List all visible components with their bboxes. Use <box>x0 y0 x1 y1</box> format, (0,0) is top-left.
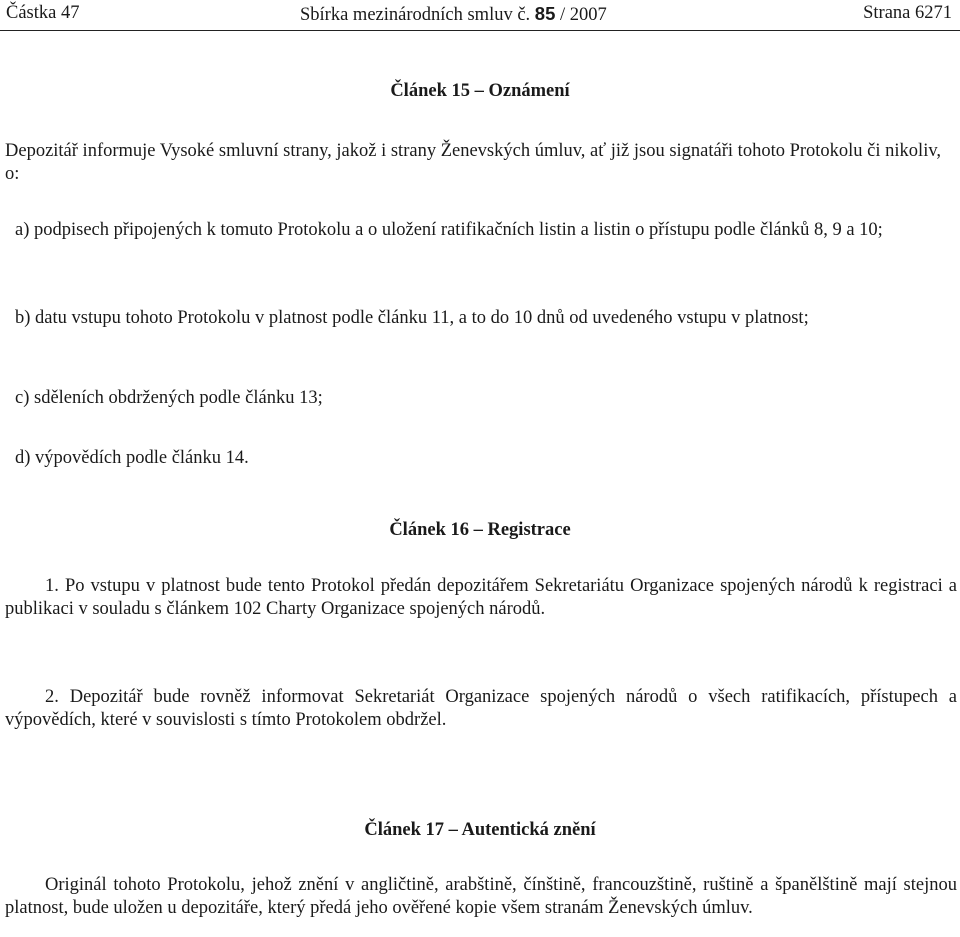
article-16-paragraph-2: 2. Depozitář bude rovněž informovat Sekretariát Organizace spojených národů o všech ratifikacích, přístupech a výpovědích, které v souvislosti s tímto Protokolem obdržel. <box>5 687 957 730</box>
header-page-number: Strana 6271 <box>863 3 952 23</box>
list-item: a) podpisech připojených k tomuto Protokolu a o uložení ratifikačních listin a listin o přístupu podle článků 8, 9 a 10; <box>15 220 883 240</box>
article-17-paragraph-1: Originál tohoto Protokolu, jehož znění v angličtině, arabštině, čínštině, francouzštině, ruštině a španělštině mají stejnou platnost, bude uložen u depozitáře, který předá jeho ověřené kopie všem stranám Ženevských úmluv. <box>5 875 957 918</box>
header-collection-number: 85 <box>534 3 556 24</box>
page-header <box>0 0 960 31</box>
article-15-intro: Depozitář informuje Vysoké smluvní strany, jakož i strany Ženevských úmluv, ať již jsou signatáři tohoto Protokolu či nikoliv, o: <box>5 141 942 184</box>
list-item: c) sděleních obdržených podle článku 13; <box>15 388 323 408</box>
header-collection-year: / 2007 <box>560 5 607 25</box>
article-15-title: Článek 15 – Oznámení <box>390 81 570 101</box>
article-17-title: Článek 17 – Autentická znění <box>364 820 596 840</box>
list-item: b) datu vstupu tohoto Protokolu v platnost podle článku 11, a to do 10 dnů od uvedeného vstupu v platnost; <box>15 308 809 328</box>
header-part-number: Částka 47 <box>6 3 80 23</box>
header-collection-title <box>300 3 607 26</box>
article-16-title: Článek 16 – Registrace <box>389 520 571 540</box>
header-collection-prefix: Sbírka mezinárodních smluv č. <box>300 5 531 25</box>
list-item: d) výpovědích podle článku 14. <box>15 448 249 468</box>
article-16-paragraph-1: 1. Po vstupu v platnost bude tento Protokol předán depozitářem Sekretariátu Organizace spojených národů k registraci a publikaci v souladu s článkem 102 Charty Organizace spojených národů. <box>5 576 957 619</box>
